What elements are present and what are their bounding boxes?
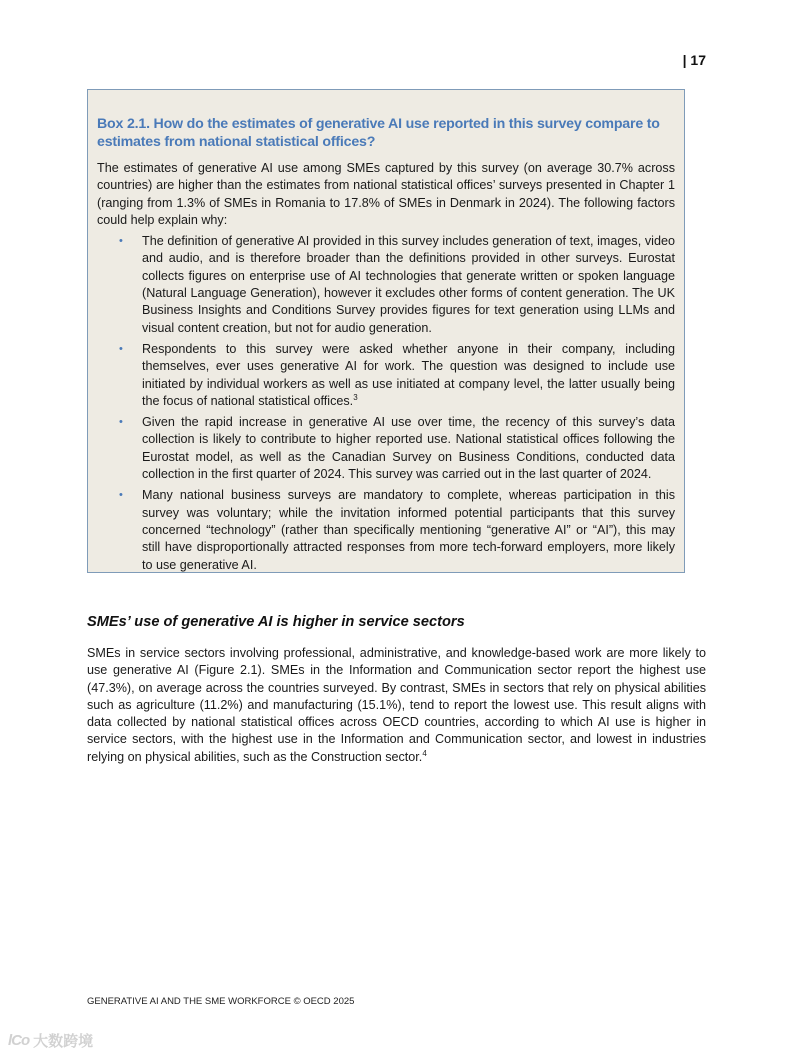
watermark-text: 大数跨境 bbox=[33, 1033, 94, 1050]
footnote-ref[interactable]: 3 bbox=[353, 392, 358, 402]
footnote-ref[interactable]: 4 bbox=[422, 748, 427, 758]
watermark bbox=[8, 1030, 93, 1051]
bullet-icon: • bbox=[119, 416, 123, 429]
watermark-logo-icon: lCo bbox=[8, 1032, 30, 1049]
body-paragraph-text: SMEs in service sectors involving professional, administrative, and knowledge-based work are more likely to use generative AI (Figure 2.1). SMEs in the Information and Communication sector report the highest use (47.3%), on average across the countries surveyed. By contrast, SMEs in sectors that rely on physical abilities such as agriculture (11.2%) and manufacturing (15.1%), tend to report the lowest use. This result aligns with data collected by national statistical offices across OECD countries, according to which AI use is higher in service sectors, with the highest use in the Information and Communication sector, and lowest in industries relying on physical abilities, such as the Construction sector. bbox=[87, 646, 706, 764]
bullet-text: Respondents to this survey were asked whether anyone in their company, including themselves, ever uses generative AI for work. The question was designed to include use initiated by individual workers as well as use initiated at company level, the latter usually being the focus of national statistical offices. bbox=[142, 341, 675, 408]
bullet-icon: • bbox=[119, 342, 123, 355]
body-paragraph bbox=[87, 645, 706, 766]
page-number: | 17 bbox=[682, 52, 706, 68]
list-item bbox=[97, 487, 675, 573]
list-item bbox=[97, 414, 675, 483]
list-item bbox=[97, 341, 675, 410]
box-intro: The estimates of generative AI use among SMEs captured by this survey (on average 30.7% across countries) are higher than the estimates from national statistical offices’ surveys presented in Chapter 1 (ranging from 1.3% of SMEs in Romania to 17.8% of SMEs in Denmark in 2024). The following factors could help explain why: bbox=[97, 161, 675, 227]
info-box bbox=[87, 89, 685, 573]
bullet-text: Many national business surveys are mandatory to complete, whereas participation in this survey was voluntary; while the invitation informed potential participants that this survey concerned “technology” (rather than specifically mentioning “generative AI” or “AI”), this may still have disproportionally attracted responses from more tech-forward employers, more likely to use generative AI. bbox=[142, 488, 675, 572]
bullet-text: Given the rapid increase in generative AI use over time, the recency of this survey’s data collection is likely to contribute to higher reported use. National statistical offices following the Eurostat model, as well as the Canadian Survey on Business Conditions, conducted data collection in the first quarter of 2024. This survey was carried out in the last quarter of 2024. bbox=[142, 415, 675, 482]
bullet-list bbox=[97, 233, 675, 574]
bullet-text: The definition of generative AI provided in this survey includes generation of text, images, video and audio, and is therefore broader than the definitions provided in other surveys. Eurostat collects figures on enterprise use of AI technologies that generate written or spoken language (Natural Language Generation), however it excludes other forms of content generation. The UK Business Insights and Conditions Survey provides figures for text generation using LLMs and visual content creation, but not for audio generation. bbox=[142, 234, 675, 335]
section-heading: SMEs’ use of generative AI is higher in service sectors bbox=[87, 614, 465, 630]
list-item bbox=[97, 233, 675, 337]
page-footer: GENERATIVE AI AND THE SME WORKFORCE © OECD 2025 bbox=[87, 996, 355, 1007]
box-title: Box 2.1. How do the estimates of generative AI use reported in this survey compare to estimates from national statistical offices? bbox=[97, 116, 660, 150]
bullet-icon: • bbox=[119, 489, 123, 502]
bullet-icon: • bbox=[119, 235, 123, 248]
